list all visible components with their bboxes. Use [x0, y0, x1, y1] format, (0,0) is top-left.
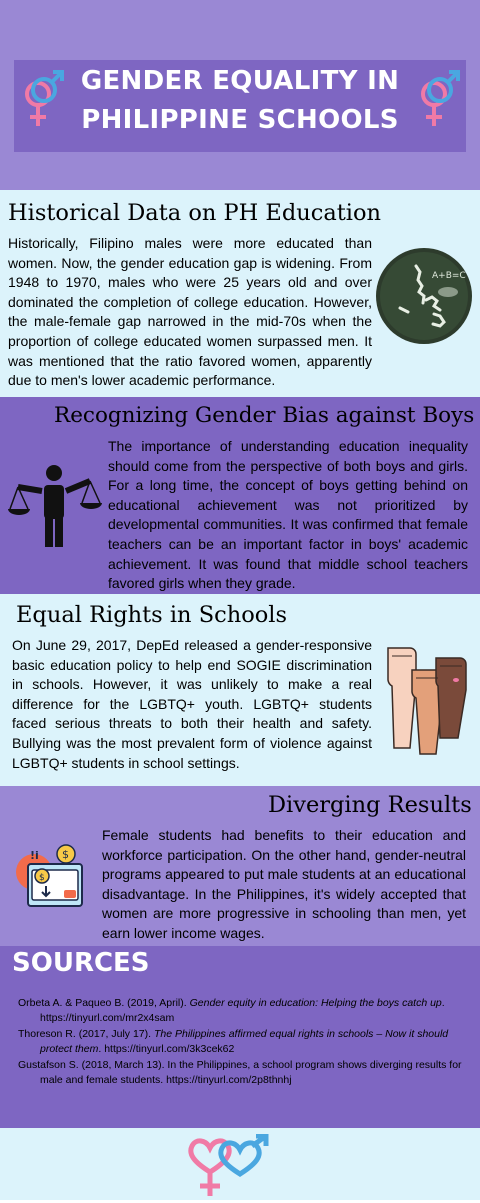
section-heading: Historical Data on PH Education: [8, 200, 382, 226]
source-item: [18, 1027, 470, 1057]
scales-of-justice-icon: [6, 459, 102, 560]
svg-text:!i: !i: [30, 849, 39, 862]
gender-symbol-right-icon: [414, 70, 462, 130]
section-historical-data: [0, 190, 480, 397]
section-body: Female students had benefits to their education and workforce participation. On the other hand, gender-neutral programs appeared to put male students at an educational disadvantage. In the Philippines, it's widely accepted that women are more progressive in schooling than men, yet earn lower income wages.: [102, 827, 466, 941]
sources-section: [0, 946, 480, 1128]
chalkboard-map-icon: [376, 248, 472, 349]
source-link: . https://tinyurl.com/mr2x4sam: [40, 997, 445, 1024]
sources-title: SOURCES: [12, 948, 150, 978]
section-body: The importance of understanding education inequality should come from the perspective of both boys and girls. For a long time, the concept of boys getting behind on educational achievement was not prioritized by developmental communities. It was confirmed that female teachers can be an important factor in boys' academic achievement. It was found that middle school teachers favored girls when they grade.: [108, 438, 468, 592]
footer: [0, 1128, 480, 1200]
source-link: . https://tinyurl.com/3k3cek62: [98, 1043, 235, 1055]
source-author: Thoreson R. (2017, July 17).: [18, 1028, 154, 1040]
section-body: Historically, Filipino males were more educated than women. Now, the gender education gap is widening. From 1948 to 1970, males who were 25 years old and over dominated the completion of college education. However, the male-female gap narrowed in the mid-70s when the proportion of college educated women surpassed men. It was mentioned that the ratio favored women, apparently due to men's lower academic performance.: [8, 235, 372, 389]
header: [0, 0, 480, 190]
source-title: Gender equity in education: Helping the boys catch up: [189, 997, 442, 1009]
source-item: [18, 996, 470, 1026]
source-item: [18, 1058, 470, 1088]
section-diverging-results: [0, 786, 480, 946]
gender-hearts-icon: [180, 1134, 300, 1203]
wallet-money-icon: [14, 842, 94, 927]
page-title: GENDER EQUALITY IN PHILIPPINE SCHOOLS: [80, 66, 400, 135]
raised-fists-icon: [382, 628, 476, 763]
section-equal-rights: [0, 594, 480, 786]
source-title: The Philippines affirmed equal rights in schools – Now it should protect them: [40, 1028, 449, 1055]
section-gender-bias: [0, 397, 480, 594]
svg-text:A+B=C: A+B=C: [432, 271, 466, 281]
svg-text:$: $: [39, 873, 45, 883]
source-author: Orbeta A. & Paqueo B. (2019, April).: [18, 997, 190, 1009]
svg-text:$: $: [62, 848, 69, 861]
section-heading: Recognizing Gender Bias against Boys: [54, 403, 475, 428]
section-heading: Equal Rights in Schools: [16, 602, 288, 628]
gender-symbol-left-icon: [18, 70, 66, 130]
section-heading: Diverging Results: [268, 792, 472, 818]
section-body: On June 29, 2017, DepEd released a gender-responsive basic education policy to help end SOGIE discrimination in schools. However, it was unlikely to make a real difference for the LGBTQ+ youth. LGBTQ+ students faced serious threats to both their health and safety. Bullying was the most prevalent form of violence against LGBTQ+ students in school settings.: [12, 637, 372, 771]
source-author: Gustafson S. (2018, March 13). In the Philippines, a school program shows diverging results for male and female students. https://tinyurl.com/2p8thnhj: [18, 1059, 462, 1086]
